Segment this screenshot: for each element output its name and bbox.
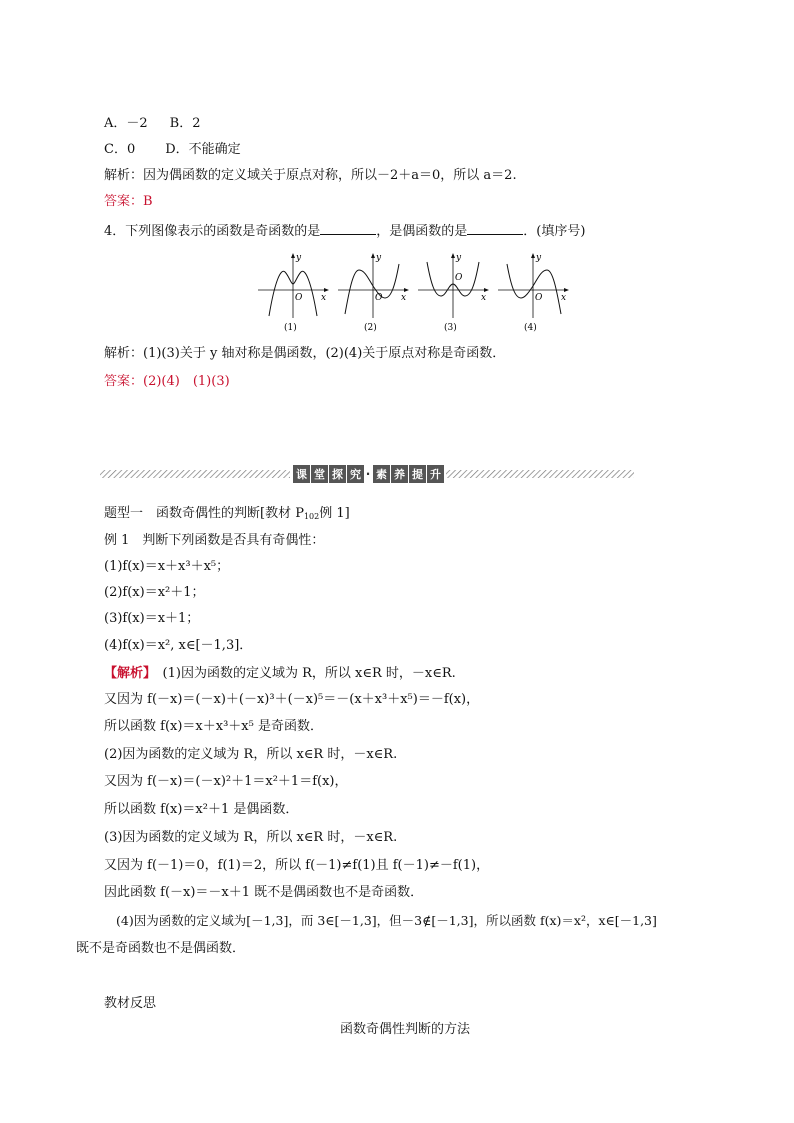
- q3-choices-row1: [104, 115, 201, 133]
- answer-blank-odd: [320, 222, 376, 235]
- solution-text: (1)因为函数的定义域为 R，所以 x∈R 时，－x∈R.: [162, 666, 456, 681]
- graph-3: [418, 253, 489, 333]
- graph-1-label: (1): [284, 323, 297, 333]
- graph-2-y-label: y: [376, 253, 382, 263]
- graph-3-origin: O: [455, 273, 463, 283]
- solution-line: (4)因为函数的定义域为[－1,3]，而 3∈[－1,3]，但－3∉[－1,3]，所以函数 f(x)＝x²，x∈[－1,3]: [116, 913, 657, 928]
- graph-3-label: (3): [444, 323, 457, 333]
- banner-char: 探: [332, 468, 343, 481]
- graph-2-x-label: x: [401, 293, 407, 303]
- graph-1-y-label: y: [296, 253, 302, 263]
- solution-line: (2)因为函数的定义域为 R，所以 x∈R 时，－x∈R.: [104, 747, 398, 762]
- q3-answer: 答案：B: [104, 194, 153, 209]
- q4-stem-part-a: 4．下列图像表示的函数是奇函数的是: [104, 224, 321, 239]
- solution-line: 又因为 f(－x)＝(－x)＋(－x)³＋(－x)⁵＝－(x＋x³＋x⁵)＝－f(x)，: [104, 692, 480, 707]
- solution-line: 又因为 f(－x)＝(－x)²＋1＝x²＋1＝f(x)，: [104, 774, 348, 789]
- solution-line: 既不是奇函数也不是偶函数．: [76, 941, 246, 956]
- section-banner: [100, 463, 634, 487]
- banner-boxes-right: [373, 465, 444, 483]
- graph-1: [258, 253, 329, 333]
- q4-answer: 答案：(2)(4) (1)(3): [104, 374, 230, 389]
- graph-1-x-label: x: [321, 293, 327, 303]
- function-graphs-figure: [255, 250, 575, 340]
- banner-char: 堂: [314, 468, 325, 481]
- banner-char: 课: [296, 468, 307, 481]
- choice-a: A．－2: [104, 116, 148, 131]
- solution-line: 所以函数 f(x)＝x²＋1 是偶函数．: [104, 802, 299, 817]
- q3-analysis: 解析：因为偶函数的定义域关于原点对称，所以－2＋a＝0，所以 a＝2.: [104, 168, 517, 183]
- banner-hatch-right: [446, 470, 634, 478]
- q3-choices-row2: [104, 141, 241, 159]
- graph-2: [338, 253, 409, 333]
- solution-line: (3)因为函数的定义域为 R，所以 x∈R 时，－x∈R.: [104, 830, 398, 845]
- graph-4-x-label: x: [561, 293, 567, 303]
- example-item: (2)f(x)＝x²＋1；: [104, 585, 205, 600]
- graph-2-origin: O: [375, 293, 383, 303]
- graph-4-label: (4): [524, 323, 537, 333]
- banner-dot: ·: [365, 467, 371, 481]
- q4-stem-part-c: ．(填序号): [523, 224, 586, 239]
- choice-b: B．2: [169, 116, 201, 131]
- graph-3-x-label: x: [481, 293, 487, 303]
- section-title: [104, 505, 350, 526]
- graph-2-label: (2): [364, 323, 377, 333]
- graph-3-y-label: y: [456, 253, 462, 263]
- graph-4-y-label: y: [536, 253, 542, 263]
- example-heading: 例 1 判断下列函数是否具有奇偶性：: [104, 533, 325, 548]
- solution-tag: 【解析】: [104, 666, 150, 681]
- section-title-page: 102: [303, 512, 320, 521]
- solution-line: 因此函数 f(－x)＝－x＋1 既不是偶函数也不是奇函数．: [104, 885, 424, 900]
- choice-c: C．0: [104, 142, 136, 157]
- banner-boxes-left: [293, 465, 364, 483]
- answer-blank-even: [467, 222, 523, 235]
- graph-4-origin: O: [535, 293, 543, 303]
- solution-line: 又因为 f(－1)＝0，f(1)＝2，所以 f(－1)≠f(1)且 f(－1)≠－f(1)，: [104, 858, 490, 873]
- q4-stem-part-b: ，是偶函数的是: [376, 224, 468, 239]
- choice-d: D．不能确定: [165, 142, 241, 157]
- reflection-heading: 教材反思: [104, 996, 157, 1011]
- q4-analysis: 解析：(1)(3)关于 y 轴对称是偶函数，(2)(4)关于原点对称是奇函数．: [104, 346, 506, 361]
- solution-line: 所以函数 f(x)＝x＋x³＋x⁵ 是奇函数．: [104, 719, 323, 734]
- banner-char: 养: [394, 468, 405, 481]
- banner-hatch-left: [100, 470, 290, 478]
- example-item: (3)f(x)＝x＋1；: [104, 611, 200, 626]
- q4-stem: [104, 222, 585, 241]
- banner-char: 究: [350, 468, 361, 481]
- example-item: (1)f(x)＝x＋x³＋x⁵；: [104, 559, 230, 574]
- section-title-tail: 例 1]: [319, 506, 350, 521]
- banner-char: 升: [430, 468, 441, 481]
- banner-char: 素: [376, 468, 387, 481]
- section-title-main: 题型一 函数奇偶性的判断[教材 P: [104, 506, 304, 521]
- solution-line: [104, 665, 456, 683]
- banner-char: 提: [412, 468, 423, 481]
- reflection-subtitle: 函数奇偶性判断的方法: [340, 1022, 471, 1037]
- graph-1-origin: O: [295, 293, 303, 303]
- example-item: (4)f(x)＝x², x∈[－1,3]．: [104, 638, 253, 653]
- graph-4: [498, 253, 569, 333]
